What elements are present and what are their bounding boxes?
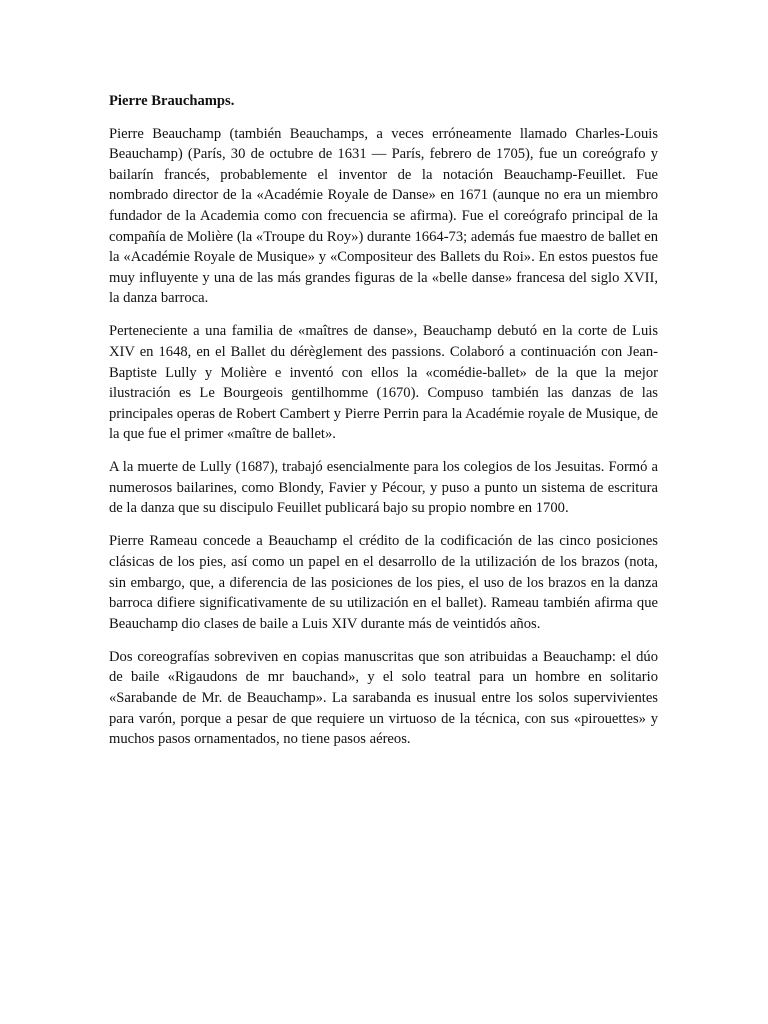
paragraph-1: Pierre Beauchamp (también Beauchamps, a veces erróneamente llamado Charles-Louis Beauchamp) (París, 30 de octubre de 1631 — París, febrero de 1705), fue un coreógrafo y bailarín francés, probablemente el inventor de la notación Beauchamp-Feuillet. Fue nombrado director de la «Académie Royale de Danse» en 1671 (aunque no era un miembro fundador de la Academia como con frecuencia se afirma). Fue el coreógrafo principal de la compañía de Molière (la «Troupe du Roy») durante 1664-73; además fue maestro de ballet en la «Académie Royale de Musique» y «Compositeur des Ballets du Roi». En estos puestos fue muy influyente y una de las más grandes figuras de la «belle danse» francesa del siglo XVII, la danza barroca. xyxy=(109,125,658,307)
document-title: Pierre Brauchamps. xyxy=(109,93,235,109)
paragraph-3: A la muerte de Lully (1687), trabajó esencialmente para los colegios de los Jesuitas. Formó a numerosos bailarines, como Blondy, Favier y Pécour, y puso a punto un sistema de escritura de la danza que su discipulo Feuillet publicará bajo su propio nombre en 1700. xyxy=(109,459,658,517)
paragraph-4: Pierre Rameau concede a Beauchamp el crédito de la codificación de las cinco posiciones clásicas de los pies, así como un papel en el desarrollo de la utilización de los brazos (nota, sin embargo, que, a diferencia de las posiciones de los pies, el uso de los brazos en la danza barroca difiere significativamente de su utilización en el ballet). Rameau también afirma que Beauchamp dio clases de baile a Luis XIV durante más de veintidós años. xyxy=(109,533,658,632)
paragraph-5: Dos coreografías sobreviven en copias manuscritas que son atribuidas a Beauchamp: el dúo de baile «Rigaudons de mr bauchand», y el solo teatral para un hombre en solitario «Sarabande de Mr. de Beauchamp». La sarabanda es inusual entre los solos supervivientes para varón, porque a pesar de que requiere un virtuoso de la técnica, con sus «pirouettes» y muchos pasos ornamentados, no tiene pasos aéreos. xyxy=(109,648,658,748)
paragraph-2: Perteneciente a una familia de «maîtres de danse», Beauchamp debutó en la corte de Luis XIV en 1648, en el Ballet du dérèglement des passions. Colaboró a continuación con Jean-Baptiste Lully y Molière e inventó con ellos la «comédie-ballet» de la que la mejor ilustración es Le Bourgeois gentilhomme (1670). Compuso también las danzas de las principales operas de Robert Cambert y Pierre Perrin para la Académie royale de Musique, de la que fue el primer «maître de ballet». xyxy=(109,323,658,443)
document-body xyxy=(109,91,658,762)
